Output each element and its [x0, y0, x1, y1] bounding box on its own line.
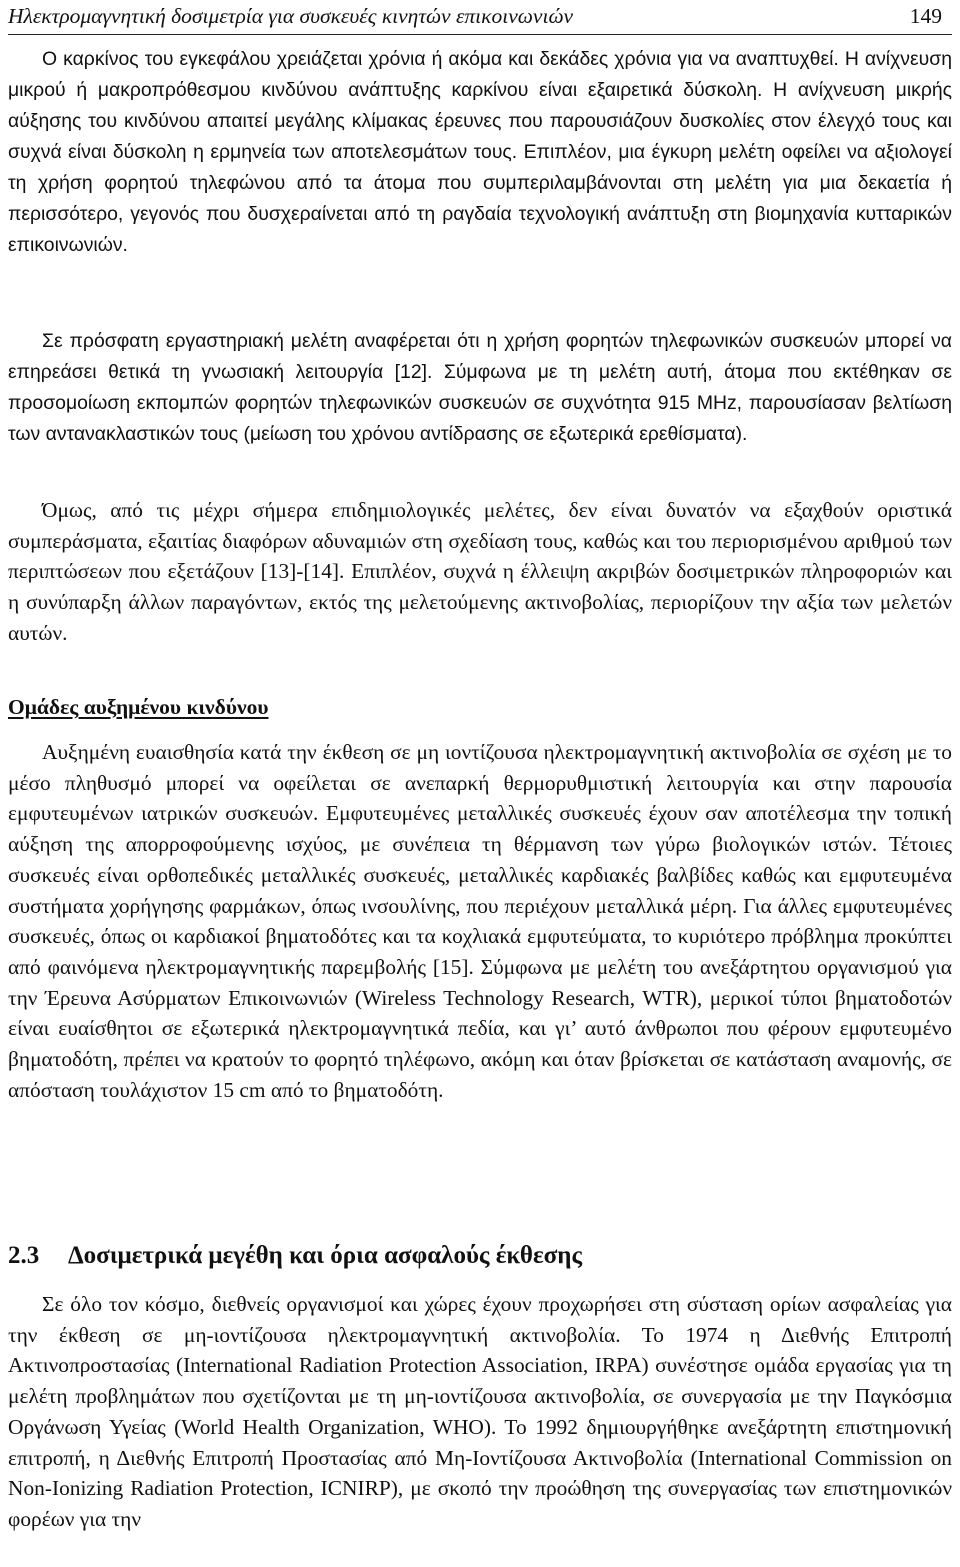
paragraph-safety-limits: Σε όλο τον κόσμο, διεθνείς οργανισμοί και χώρες έχουν προχωρήσει στη σύσταση ορίων ασφαλείας για την έκθεση σε μη-ιοντίζουσα ηλεκτρομαγνητική ακτινοβολία. Το 1974 η Διεθνής Επιτροπή Ακτινοπροστασίας (International Radiation Protection Association, IRPA) συνέστησε ομάδα εργασίας για τη μελέτη προβλημάτων που σχετίζονται με τη μη-ιοντίζουσα ακτινοβολία, σε συνεργασία με την Παγκόσμια Οργάνωση Υγείας (World Health Organization, WHO). Το 1992 δημιουργήθηκε ανεξάρτητη επιστημονική επιτροπή, η Διεθνής Επιτροπή Προστασίας από Μη-Ιοντίζουσα Ακτινοβολία (International Commission on Non-Ionizing Radiation Protection, ICNIRP), με σκοπό την προώθηση της συνεργασίας των επιστημονικών φορέων για την	[8, 1292, 952, 1531]
running-header	[8, 0, 952, 35]
paragraph-epidemiological-studies: Όμως, από τις μέχρι σήμερα επιδημιολογικές μελέτες, δεν είναι δυνατόν να εξαχθούν οριστικά συμπεράσματα, εξαιτίας διαφόρων αδυναμιών στη σχεδίαση τους, καθώς και του περιορισμένου αριθμού των περιπτώσεων που εξετάζουν [13]-[14]. Επιπλέον, συχνά η έλλειψη ακριβών δοσιμετρικών πληροφοριών και η συνύπαρξη άλλων παραγόντων, εκτός της μελετούμενης ακτινοβολίας, περιορίζουν την αξία των μελετών αυτών.	[8, 498, 952, 645]
section-title: Δοσιμετρικά μεγέθη και όρια ασφαλούς έκθεσης	[68, 1242, 583, 1269]
section-heading	[8, 1240, 582, 1272]
paragraph-cognitive-function: Σε πρόσφατη εργαστηριακή μελέτη αναφέρεται ότι η χρήση φορητών τηλεφωνικών συσκευών μπορεί να επηρεάσει θετικά τη γνωσιακή λειτουργία [12]. Σύμφωνα με τη μελέτη αυτή, άτομα που εκτέθηκαν σε προσομοίωση εκπομπών φορητών τηλεφωνικών συσκευών σε συχνότητα 915 MHz, παρουσίασαν βελτίωση των αντανακλαστικών τους (μείωση του χρόνου αντίδρασης σε εξωτερικά ερεθίσματα).	[8, 330, 952, 445]
heading-risk-groups: Ομάδες αυξημένου κινδύνου	[8, 695, 269, 719]
running-header-title: Ηλεκτρομαγνητική δοσιμετρία για συσκευές κινητών επικοινωνιών	[8, 4, 573, 28]
paragraph-brain-cancer: Ο καρκίνος του εγκεφάλου χρειάζεται χρόνια ή ακόμα και δεκάδες χρόνια για να αναπτυχθεί. Η ανίχνευση μικρού ή μακροπρόθεσμου κινδύνου ανάπτυξης καρκίνου είναι εξαιρετικά δύσκολη. Η ανίχνευση μικρής αύξησης του κινδύνου απαιτεί μεγάλης κλίμακας έρευνες που παρουσιάζουν δυσκολίες στον έλεγχό τους και συχνά είναι δύσκολη η ερμηνεία των αποτελεσμάτων τους. Επιπλέον, μια έγκυρη μελέτη οφείλει να αξιολογεί τη χρήση φορητού τηλεφώνου από τα άτομα που συμπεριλαμβάνονται στη μελέτη για μια δεκαετία ή περισσότερο, γεγονός που δυσχεραίνεται από τη ραγδαία τεχνολογική ανάπτυξη στη βιομηχανία κυτταρικών επικοινωνιών.	[8, 48, 952, 256]
section-number: 2.3	[8, 1242, 40, 1269]
page-number: 149	[909, 4, 942, 28]
paragraph-increased-sensitivity: Αυξημένη ευαισθησία κατά την έκθεση σε μη ιοντίζουσα ηλεκτρομαγνητική ακτινοβολία σε σχέση με το μέσο πληθυσμό μπορεί να οφείλεται σε ανεπαρκή θερμορυθμιστική λειτουργία και στην παρουσία εμφυτευμένων ιατρικών συσκευών. Εμφυτευμένες μεταλλικές συσκευές έχουν σαν αποτέλεσμα την τοπική αύξηση της απορροφούμενης ισχύος, με συνέπεια τη θέρμανση των γύρω βιολογικών ιστών. Τέτοιες συσκευές είναι ορθοπεδικές μεταλλικές συσκευές, μεταλλικές καρδιακές βαλβίδες καθώς και εμφυτευμένα συστήματα χορήγησης φαρμάκων, όπως ινσουλίνης, που περιέχουν μεταλλικά μέρη. Για άλλες εμφυτευμένες συσκευές, όπως οι καρδιακοί βηματοδότες και τα κοχλιακά εμφυτεύματα, το κυριότερο πρόβλημα προκύπτει από φαινόμενα ηλεκτρομαγνητικής παρεμβολής [15]. Σύμφωνα με μελέτη του ανεξάρτητου οργανισμού για την Έρευνα Ασύρματων Επικοινωνιών (Wireless Technology Research, WTR), μερικοί τύποι βηματοδοτών είναι ευαίσθητοι σε εξωτερικά ηλεκτρομαγνητικά πεδία, και γι’ αυτό άνθρωποι που φέρουν εμφυτευμένο βηματοδότη, πρέπει να κρατούν το φορητό τηλέφωνο, ακόμη και όταν βρίσκεται σε κατάσταση αναμονής, σε απόσταση τουλάχιστον 15 cm από το βηματοδότη.	[8, 740, 952, 1102]
